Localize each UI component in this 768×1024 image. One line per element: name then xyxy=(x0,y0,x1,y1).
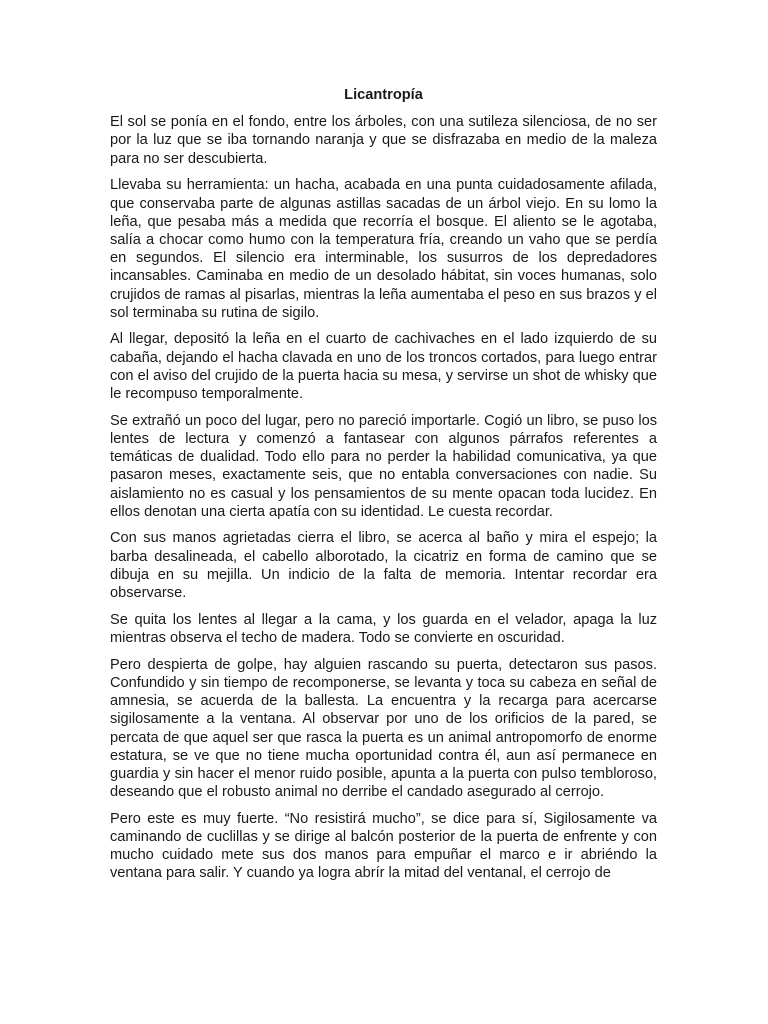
paragraph-8: Pero este es muy fuerte. “No resistirá mucho”, se dice para sí, Sigilosamente va caminando de cuclillas y se dirige al balcón posterior de la puerta de enfrente y con mucho cuidado mete sus dos manos para empuñar el marco e ir abriéndo la ventana para salir. Y cuando ya logra abrír la mitad del ventanal, el cerrojo de xyxy=(110,810,657,882)
paragraph-5: Con sus manos agrietadas cierra el libro, se acerca al baño y mira el espejo; la barba desalineada, el cabello alborotado, la cicatriz en forma de camino que se dibuja en su mejilla. Un indicio de la falta de memoria. Intentar recordar era observarse. xyxy=(110,530,657,602)
paragraph-4: Se extrañó un poco del lugar, pero no pareció importarle. Cogió un libro, se puso los lentes de lectura y comenzó a fantasear con algunos párrafos referentes a temáticas de dualidad. Todo ello para no perder la habilidad comunicativa, ya que pasaron meses, exactamente seis, que no entabla conversaciones con nadie. Su aislamiento no es casual y los pensamientos de su mente opacan toda lucidez. En ellos denotan una cierta apatía con su identidad. Le cuesta recordar. xyxy=(110,412,657,520)
paragraph-2: Llevaba su herramienta: un hacha, acabada en una punta cuidadosamente afilada, que conservaba parte de algunas astillas sacadas de un árbol viejo. En su lomo la leña, que pesaba más a medida que recorría el bosque. El aliento se le agotaba, salía a chocar como humo con la temperatura fría, creando un vaho que se perdía en segundos. El silencio era interminable, los susurros de los depredadores incansables. Caminaba en medio de un desolado hábitat, sin voces humanas, solo crujidos de ramas al pisarlas, mientras la leña aumentaba el peso en sus brazos y el sol terminaba su rutina de sigilo. xyxy=(110,177,657,321)
document-title: Licantropía xyxy=(344,87,423,103)
paragraph-3: Al llegar, depositó la leña en el cuarto de cachivaches en el lado izquierdo de su cabaña, dejando el hacha clavada en uno de los troncos cortados, para luego entrar con el aviso del crujido de la puerta hacia su mesa, y servirse un shot de whisky que le recompuso temporalmente. xyxy=(110,331,657,403)
paragraph-6: Se quita los lentes al llegar a la cama, y los guarda en el velador, apaga la luz mientras observa el techo de madera. Todo se convierte en oscuridad. xyxy=(110,611,657,646)
paragraph-7: Pero despierta de golpe, hay alguien rascando su puerta, detectaron sus pasos. Confundido y sin tiempo de recomponerse, se levanta y toca su cabeza en señal de amnesia, se acuerda de la ballesta. La encuentra y la recarga para acercarse sigilosamente a la ventana. Al observar por uno de los orificios de la pared, se percata de que aquel ser que rasca la puerta es un animal antropomorfo de enorme estatura, se ve que no tiene mucha oportunidad contra él, aun así permanece en guardia y sin hacer el menor ruido posible, apunta a la puerta con pulso tembloroso, deseando que el robusto animal no derribe el candado asegurado al cerrojo. xyxy=(110,656,657,801)
document-page xyxy=(110,86,657,891)
paragraph-1: El sol se ponía en el fondo, entre los árboles, con una sutileza silenciosa, de no ser por la luz que se iba tornando naranja y que se disfrazaba en medio de la maleza para no ser descubierta. xyxy=(110,114,657,167)
